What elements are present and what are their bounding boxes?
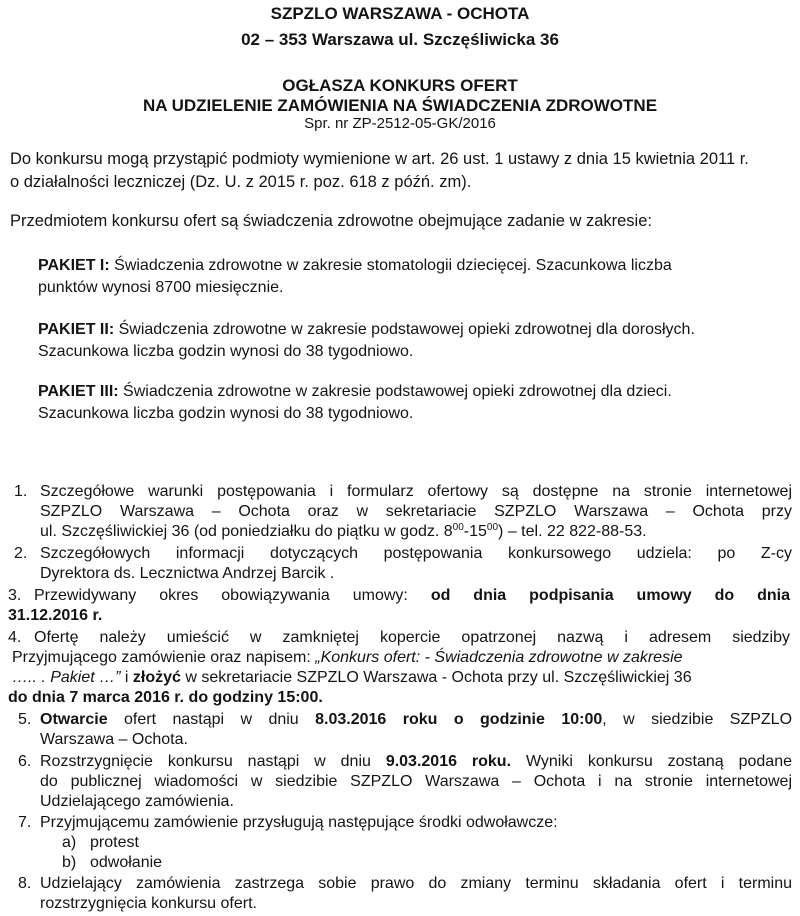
item-line: Przyjmującego zamówienie oraz napisem: „Konkurs ofert: - Świadczenia zdrowotne w zakresie	[12, 649, 683, 666]
item-line: do publicznej wiadomości w siedzibie SZPZLO Warszawa – Ochota i na stronie internetowej	[40, 773, 792, 790]
sub-item-text: protest	[90, 834, 139, 851]
item-line: Przewidywany okres obowiązywania umowy: od dnia podpisania umowy do dnia	[34, 587, 791, 604]
intro-paragraph	[10, 148, 749, 194]
item-line: Szczegółowych informacji dotyczących postępowania konkursowego udziela: po Z-cy	[40, 545, 792, 562]
item-line: Szczegółowe warunki postępowania i formularz ofertowy są dostępne na stronie internetowej	[40, 483, 792, 500]
sub-item-text: odwołanie	[90, 854, 163, 871]
intro-line-1: Do konkursu mogą przystąpić podmioty wymienione w art. 26 ust. 1 ustawy z dnia 15 kwietnia 2011 r.	[10, 150, 749, 168]
sub-item-label: b)	[62, 854, 77, 871]
intro-line-2: o działalności leczniczej (Dz. U. z 2015 r. poz. 618 z późń. zm).	[10, 173, 472, 191]
item-line: Udzielającego zamówienia.	[40, 793, 234, 810]
org-address: 02 – 353 Warszawa ul. Szczęśliwicka 36	[241, 30, 559, 49]
org-name: SZPZLO WARSZAWA - OCHOTA	[270, 4, 530, 23]
package-label: PAKIET III:	[38, 383, 119, 400]
item-number: 4.	[8, 629, 22, 646]
item-number: 6.	[18, 753, 32, 770]
item-line: Warszawa – Ochota.	[40, 731, 188, 748]
item-number: 5.	[18, 711, 32, 728]
item-line: ul. Szczęśliwickiej 36 (od poniedziałku do piątku w godz. $8^{00}-15^{00}$) – tel. 22 822-88-53.	[40, 522, 647, 540]
announcement-title-1: OGŁASZA KONKURS OFERT	[282, 76, 518, 95]
sub-item-label: a)	[62, 834, 77, 851]
package-text: Szacunkowa liczba godzin wynosi do 38 tygodniowo.	[38, 343, 414, 360]
subject-paragraph: Przedmiotem konkursu ofert są świadczenia zdrowotne obejmujące zadanie w zakresie:	[10, 212, 652, 230]
item-number: 1.	[14, 483, 28, 500]
item-line: SZPZLO Warszawa – Ochota oraz w sekretariacie SZPZLO Warszawa – Ochota przy	[40, 503, 792, 520]
item-line: Rozstrzygnięcie konkursu nastąpi w dniu 9.03.2016 roku. Wyniki konkursu zostaną podane	[40, 753, 792, 770]
item-line: Otwarcie ofert nastąpi w dniu 8.03.2016 roku o godzinie 10:00, w siedzibie SZPZLO	[40, 711, 793, 728]
item-number: 2.	[14, 545, 28, 562]
item-number: 8.	[18, 875, 32, 892]
item-line: Dyrektora ds. Lecznictwa Andrzej Barcik .	[40, 565, 335, 582]
package-text: Świadczenia zdrowotne w zakresie stomatologii dziecięcej. Szacunkowa liczba	[109, 257, 672, 274]
package-text: Świadczenia zdrowotne w zakresie podstawowej opieki zdrowotnej dla dorosłych.	[114, 321, 695, 338]
package-1	[38, 255, 672, 299]
package-label: PAKIET I:	[38, 257, 110, 274]
package-3	[38, 381, 672, 425]
package-2	[38, 319, 695, 363]
item-number: 3.	[8, 587, 22, 604]
item-number: 7.	[18, 814, 32, 831]
item-line: Udzielający zamówienia zastrzega sobie prawo do zmiany terminu składania ofert i terminu	[40, 875, 792, 892]
package-text: Szacunkowa liczba godzin wynosi do 38 tygodniowo.	[38, 405, 414, 422]
reference-number: Spr. nr ZP-2512-05-GK/2016	[304, 115, 496, 132]
package-label: PAKIET II:	[38, 321, 115, 338]
item-line: 31.12.2016 r.	[8, 607, 103, 624]
item-line: Ofertę należy umieścić w zamkniętej kopercie opatrzonej nazwą i adresem siedziby	[34, 629, 790, 646]
item-line: ….. . Pakiet …” i złożyć w sekretariacie SZPZLO Warszawa - Ochota przy ul. Szczęśliwickiej 36	[12, 669, 692, 686]
package-text: Świadczenia zdrowotne w zakresie podstawowej opieki zdrowotnej dla dzieci.	[118, 383, 672, 400]
announcement-title-2: NA UDZIELENIE ZAMÓWIENIA NA ŚWIADCZENIA ZDROWOTNE	[142, 96, 658, 115]
item-line: do dnia 7 marca 2016 r. do godziny 15:00.	[8, 689, 323, 706]
item-line: rozstrzygnięcia konkursu ofert.	[40, 895, 257, 912]
item-line: Przyjmującemu zamówienie przysługują następujące środki odwoławcze:	[40, 814, 558, 831]
package-text: punktów wynosi 8700 miesięcznie.	[38, 279, 284, 296]
